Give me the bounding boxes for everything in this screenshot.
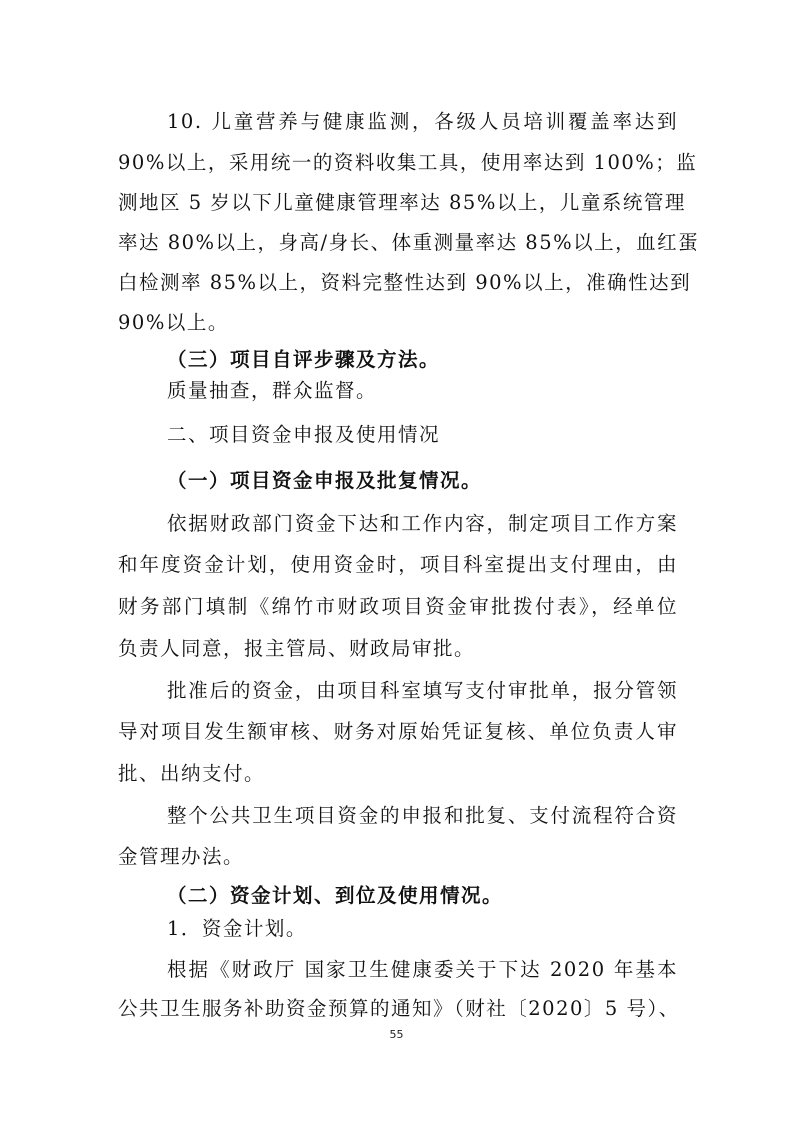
section-heading: （二）资金计划、到位及使用情况。 — [167, 884, 504, 907]
paragraph-line: 率达 80%以上，身高/身长、体重测量率达 85%以上，血红蛋 — [118, 231, 700, 254]
subsection-heading: 1．资金计划。 — [167, 917, 307, 940]
page-number: 55 — [389, 1028, 404, 1041]
paragraph-line: 90%以上。 — [118, 311, 229, 334]
paragraph-line: 批、出纳支付。 — [118, 762, 266, 785]
paragraph-line: 和年度资金计划，使用资金时，项目科室提出支付理由，由 — [118, 553, 678, 576]
paragraph-line: 90%以上，采用统一的资料收集工具，使用率达到 100%；监 — [118, 151, 698, 174]
paragraph-line: 依据财政部门资金下达和工作内容，制定项目工作方案 — [167, 512, 678, 535]
paragraph-line: 根据《财政厅 国家卫生健康委关于下达 2020 年基本 — [167, 958, 678, 981]
paragraph-line: 负责人同意，报主管局、财政局审批。 — [118, 637, 476, 660]
section-heading: （三）项目自评步骤及方法。 — [167, 348, 441, 371]
paragraph-line: 公共卫生服务补助资金预算的通知》（财社〔2020〕5 号）、 — [118, 997, 680, 1020]
paragraph-line: 10. 儿童营养与健康监测，各级人员培训覆盖率达到 — [167, 110, 678, 133]
paragraph-line: 财务部门填制《绵竹市财政项目资金审批拨付表》，经单位 — [118, 595, 678, 618]
paragraph-line: 导对项目发生额审核、财务对原始凭证复核、单位负责人审 — [118, 720, 678, 743]
paragraph-line: 整个公共卫生项目资金的申报和批复、支付流程符合资 — [167, 804, 678, 827]
paragraph-line: 白检测率 85%以上，资料完整性达到 90%以上，准确性达到 — [118, 271, 692, 294]
paragraph-line: 质量抽查，群众监督。 — [167, 379, 378, 402]
chapter-heading: 二、项目资金申报及使用情况 — [167, 423, 441, 446]
paragraph-line: 测地区 5 岁以下儿童健康管理率达 85%以上，儿童系统管理 — [118, 191, 686, 214]
paragraph-line: 批准后的资金，由项目科室填写支付审批单，报分管领 — [167, 679, 678, 702]
paragraph-line: 金管理办法。 — [118, 845, 245, 868]
section-heading: （一）项目资金申报及批复情况。 — [167, 469, 483, 492]
